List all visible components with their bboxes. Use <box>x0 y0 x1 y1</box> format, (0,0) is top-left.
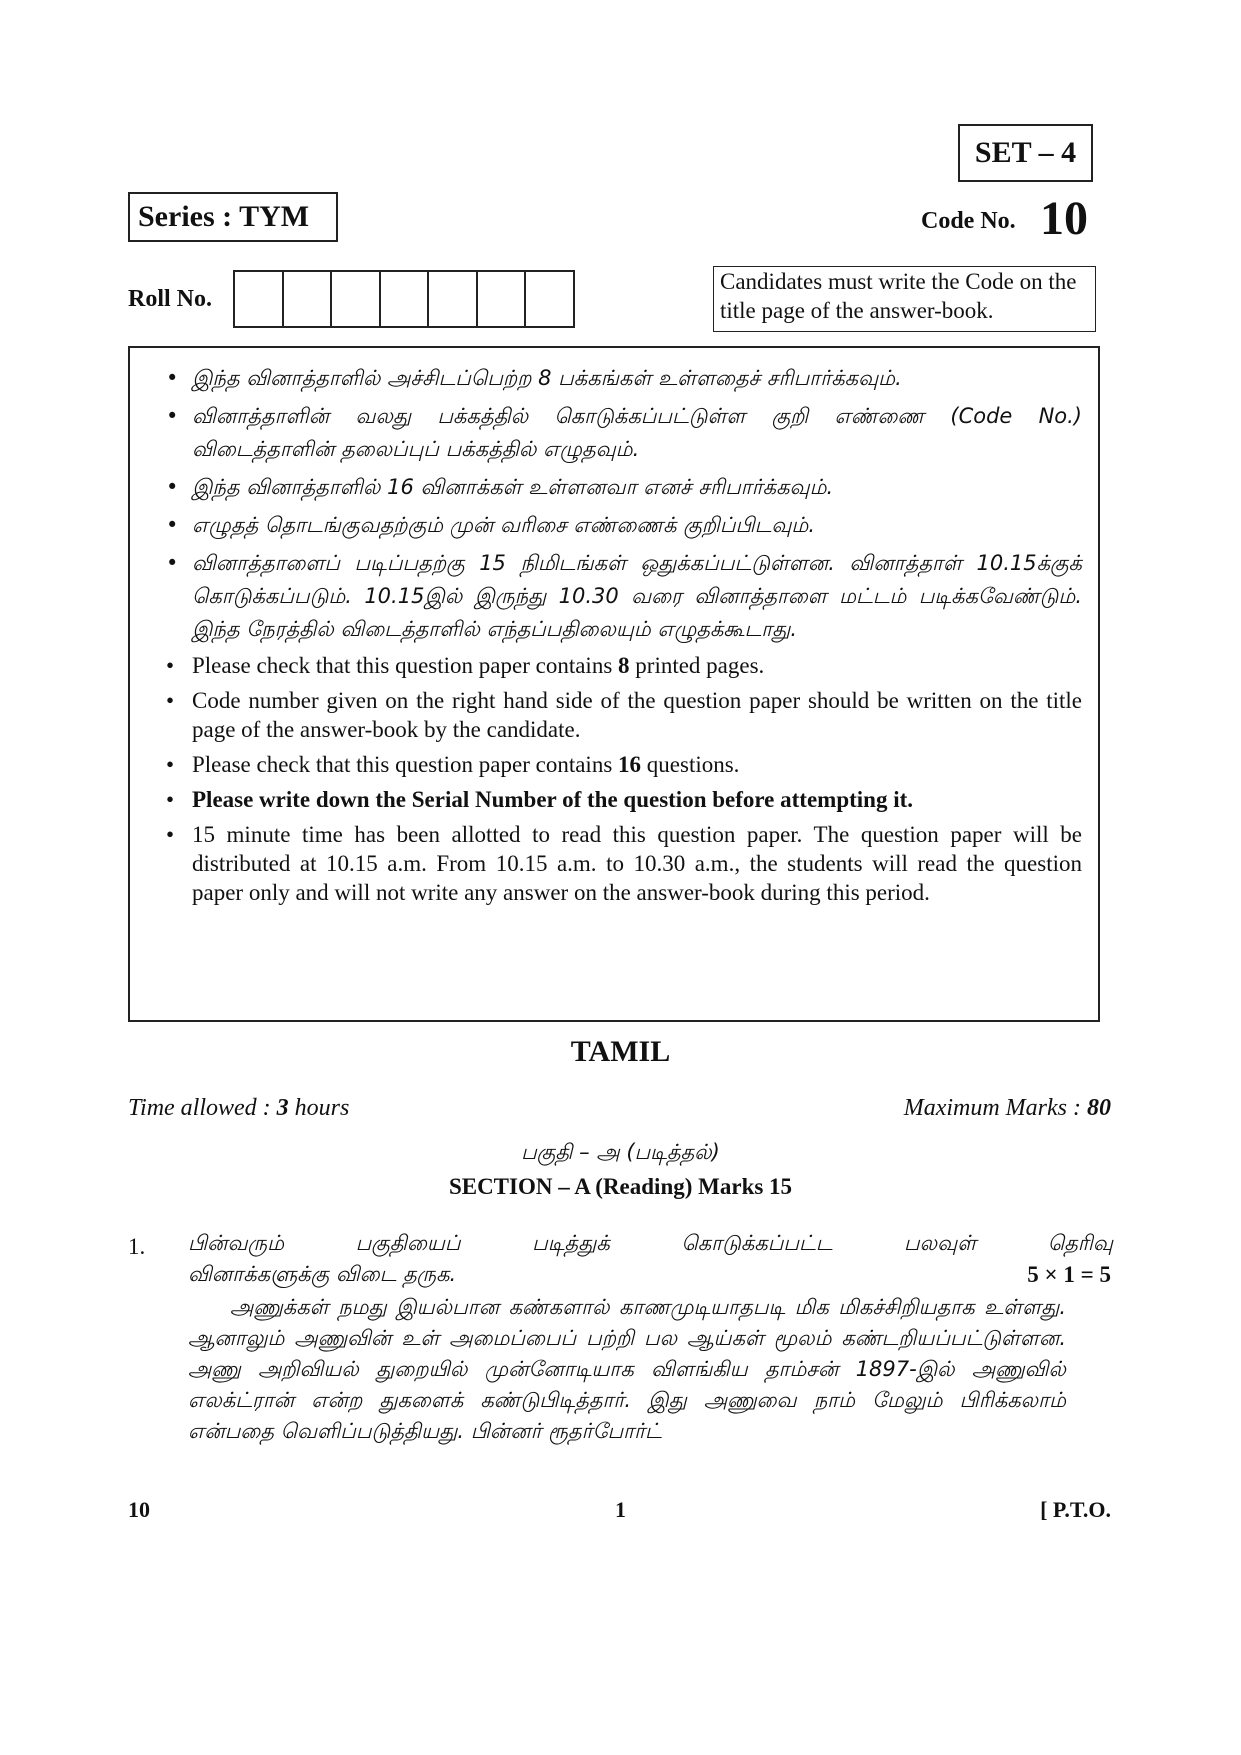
time-allowed: Time allowed : 3 hours <box>128 1095 350 1121</box>
roll-digit-box[interactable] <box>381 272 430 326</box>
code-number: 10 <box>1040 192 1088 245</box>
bullet-icon: • <box>166 404 179 428</box>
question-text-line1: பின்வரும் பகுதியைப் படித்துக் கொடுக்கப்பட்ட பலவுள் தெரிவு <box>188 1231 1113 1255</box>
candidate-note: Candidates must write the Code on the title page of the answer-book. <box>720 269 1077 323</box>
bullet-icon: • <box>166 475 179 499</box>
page-number: 1 <box>615 1497 626 1522</box>
bullet-icon: • <box>166 787 175 812</box>
question-marks: 5 × 1 = 5 <box>1027 1262 1111 1287</box>
instruction-item: • எழுதத் தொடங்குவதற்கும் முன் வரிசை எண்ணைக் குறிப்பிடவும். <box>150 509 1082 542</box>
reading-passage: அணுக்கள் நமது இயல்பான கண்களால் காணமுடியாதபடி மிக மிகச்சிறியதாக உள்ளது. ஆனாலும் அணுவின் உள் அமைப்பைப் பற்றி பல ஆய்கள் மூலம் கண்டறியப்பட்டுள்ளன. அணு அறிவியல் துறையில் முன்னோடியாக விளங்கிய தாம்சன் 1897-இல் அணுவில் எலக்ட்ரான் என்ற துகளைக் கண்டுபிடித்தார். இது அணுவை நாம் மேலும் பிரிக்கலாம் என்பதை வெளிப்படுத்தியது. பின்னர் ரூதர்போர்ட் <box>188 1295 1066 1443</box>
subject-title: TAMIL <box>570 1035 671 1068</box>
pto-label: [ P.T.O. <box>1040 1497 1111 1522</box>
maximum-marks: Maximum Marks : 80 <box>903 1095 1111 1121</box>
roll-digit-box[interactable] <box>429 272 478 326</box>
bullet-icon: • <box>166 752 175 777</box>
roll-number-boxes[interactable] <box>233 270 575 328</box>
instruction-item: • வினாத்தாளின் வலது பக்கத்தில் கொடுக்கப்பட்டுள்ள குறி எண்ணை (Code No.) விடைத்தாளின் தலைப்புப் பக்கத்தில் எழுதவும். <box>150 400 1082 466</box>
instruction-item: • இந்த வினாத்தாளில் அச்சிடப்பெற்ற 8 பக்கங்கள் உள்ளதைச் சரிபார்க்கவும். <box>150 362 1082 395</box>
roll-digit-box[interactable] <box>526 272 573 326</box>
instruction-item: • 15 minute time has been allotted to read this question paper. The question paper will be distributed at 10.15 a.m. From 10.15 a.m. to 10.30 a.m., the students will read the question paper only and will not write any answer on the answer-book during this period. <box>166 822 1082 905</box>
bullet-icon: • <box>166 551 179 575</box>
instruction-item: • இந்த வினாத்தாளில் 16 வினாக்கள் உள்ளனவா எனச் சரிபார்க்கவும். <box>150 471 1082 504</box>
instruction-item: • Please write down the Serial Number of the question before attempting it. <box>166 787 914 812</box>
bullet-icon: • <box>166 513 179 537</box>
instruction-item: • Please check that this question paper contains 16 questions. <box>166 752 740 777</box>
bullet-icon: • <box>166 653 175 678</box>
set-label: SET – 4 <box>974 136 1077 169</box>
roll-digit-box[interactable] <box>284 272 333 326</box>
section-title-tamil: பகுதி – அ (படித்தல்) <box>521 1140 720 1164</box>
footer-code: 10 <box>128 1497 150 1522</box>
roll-digit-box[interactable] <box>478 272 527 326</box>
roll-digit-box[interactable] <box>235 272 284 326</box>
section-title-english: SECTION – A (Reading) Marks 15 <box>448 1174 793 1199</box>
series-label: Series : TYM <box>138 200 310 233</box>
set-number-box <box>958 124 1093 182</box>
question-number: 1. <box>128 1234 146 1259</box>
roll-number-label: Roll No. <box>128 286 212 312</box>
code-label: Code No. <box>921 208 1016 234</box>
instruction-item: • வினாத்தாளைப் படிப்பதற்கு 15 நிமிடங்கள் ஒதுக்கப்பட்டுள்ளன. வினாத்தாள் 10.15க்குக் கொடுக்கப்படும். 10.15இல் இருந்து 10.30 வரை வினாத்தாளை மட்டம் படிக்கவேண்டும். இந்த நேரத்தில் விடைத்தாளில் எந்தப்பதிலையும் எழுதக்கூடாது. <box>150 547 1082 646</box>
bullet-icon: • <box>166 822 175 847</box>
question-text-line2: வினாக்களுக்கு விடை தருக. <box>188 1262 457 1286</box>
candidate-note-box <box>713 266 1096 332</box>
instructions-list <box>150 362 1082 907</box>
roll-digit-box[interactable] <box>332 272 381 326</box>
instructions-box <box>128 346 1100 1022</box>
bullet-icon: • <box>166 688 175 713</box>
series-box <box>128 192 338 242</box>
instruction-item: • Please check that this question paper contains 8 printed pages. <box>166 653 765 678</box>
bullet-icon: • <box>166 366 179 390</box>
instruction-item: • Code number given on the right hand side of the question paper should be written on the title page of the answer-book by the candidate. <box>166 688 1082 742</box>
